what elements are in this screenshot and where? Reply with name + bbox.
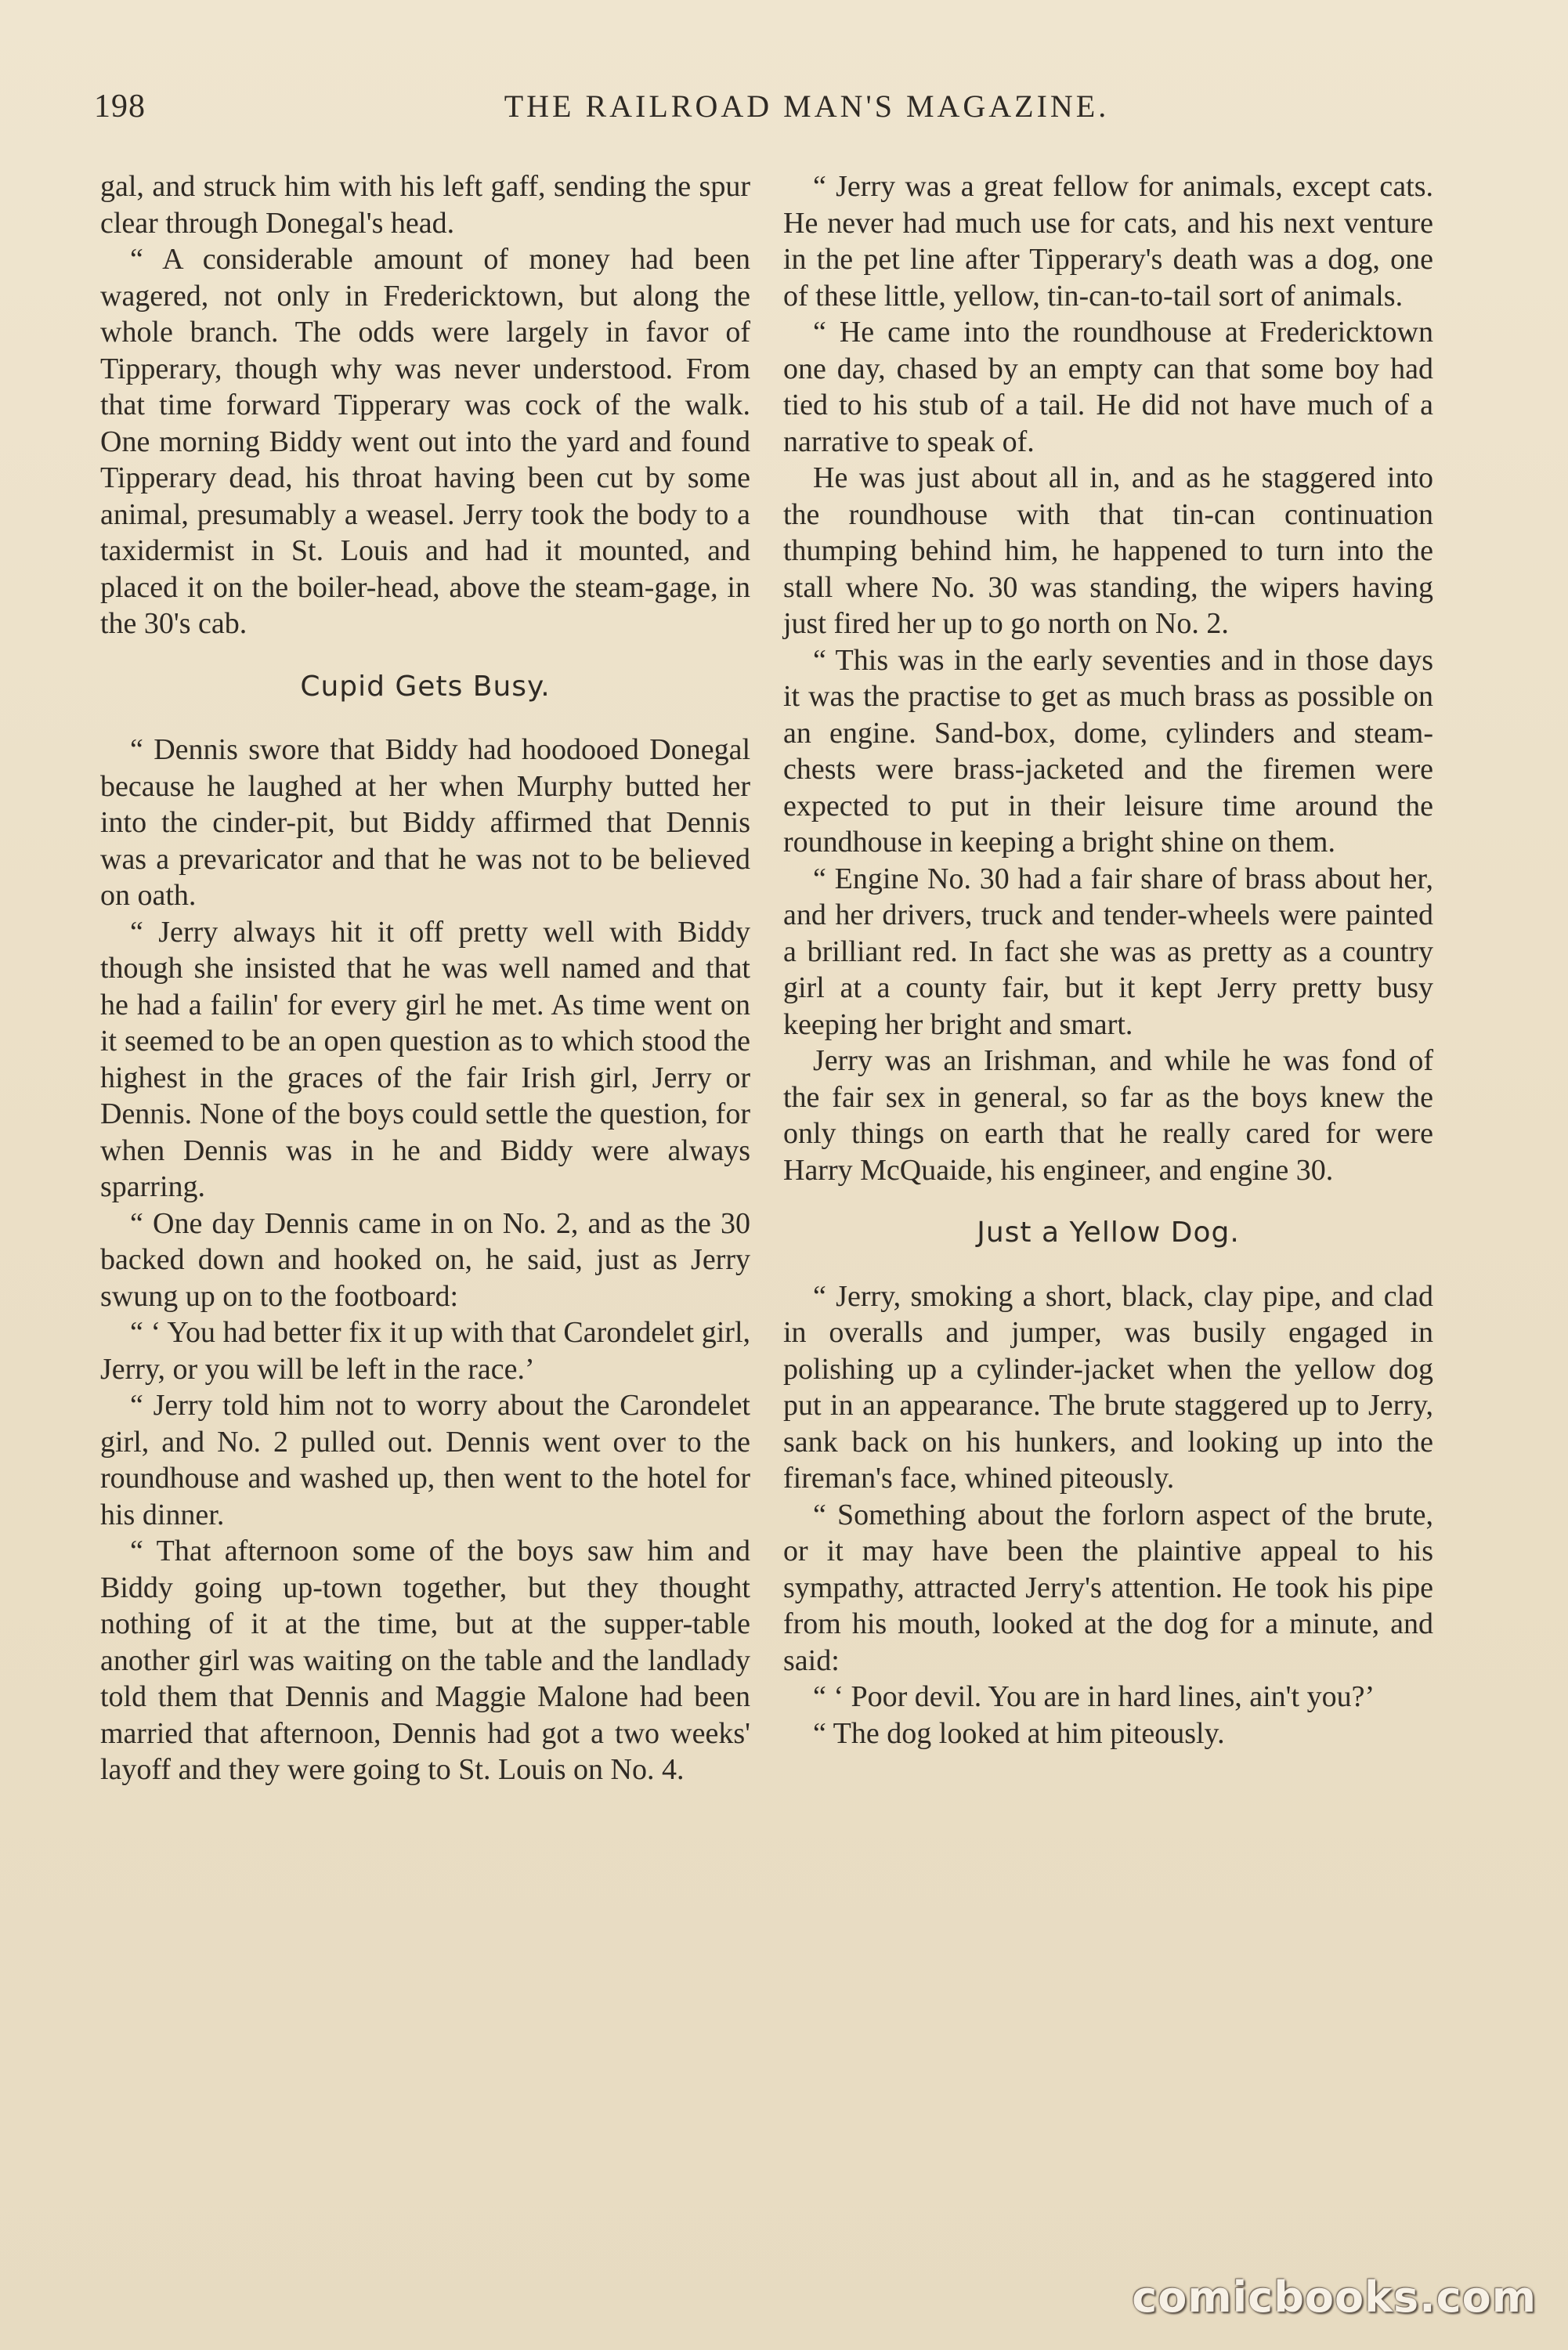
page-number: 198	[94, 89, 146, 125]
left-column	[100, 168, 750, 1788]
paragraph: “ Jerry told him not to worry about the Carondelet girl, and No. 2 pulled out. Dennis went over to the roundhouse and washed up, then went to the hotel for his dinner.	[100, 1389, 750, 1531]
paragraph: “ Something about the forlorn aspect of the brute, or it may have been the plaintive appeal to his sympathy, attracted Jerry's attention. He took his pipe from his mouth, looked at the dog for a minute, and said:	[783, 1498, 1433, 1677]
paragraph: “ A considerable amount of money had been wagered, not only in Fredericktown, but along the whole branch. The odds were largely in favor of Tipperary, though why was never understood. From that time forward Tipperary was cock of the walk. One morning Biddy went out into the yard and found Tipperary dead, his throat having been cut by some animal, presumably a weasel. Jerry took the body to a taxidermist in St. Louis and had it mounted, and placed it on the boiler-head, above the steam-gage, in the 30's cab.	[100, 243, 750, 640]
paragraph: gal, and struck him with his left gaff, sending the spur clear through Donegal's head.	[100, 170, 750, 240]
paragraph: “ One day Dennis came in on No. 2, and as the 30 backed down and hooked on, he said, just as Jerry swung up on to the footboard:	[100, 1206, 750, 1313]
paragraph: “ Jerry, smoking a short, black, clay pipe, and clad in overalls and jumper, was busily engaged in polishing up a cylinder-jacket when the yellow dog put in an appearance. The brute staggered up to Jerry, sank back on his hunkers, and looking up into the fireman's face, whined piteously.	[783, 1279, 1433, 1495]
paragraph: “ Engine No. 30 had a fair share of brass about her, and her drivers, truck and tender-wheels were painted a brilliant red. In fact she was as pretty as a country girl at a county fair, but it kept Jerry pretty busy keeping her bright and smart.	[783, 862, 1433, 1041]
paragraph: Jerry was an Irishman, and while he was fond of the fair sex in general, so far as the boys knew the only things on earth that he really cared for were Harry McQuaide, his engineer, and engine 30.	[783, 1044, 1433, 1187]
paragraph: “ Jerry always hit it off pretty well with Biddy though she insisted that he was well named and that he had a failin' for every girl he met. As time went on it seemed to be an open question as to which stood the highest in the graces of the fair Irish girl, Jerry or Dennis. None of the boys could settle the question, for when Dennis was in he and Biddy were always sparring.	[100, 915, 750, 1203]
paragraph: “ The dog looked at him piteously.	[813, 1716, 1225, 1750]
paragraph: “ Dennis swore that Biddy had hoodooed Donegal because he laughed at her when Murphy butted her into the cinder-pit, but Biddy affirmed that Dennis was a prevaricator and that he was not to be believed on oath.	[100, 733, 750, 912]
paragraph: “ Jerry was a great fellow for animals, except cats. He never had much use for cats, and his next venture in the pet line after Tipperary's death was a dog, one of these little, yellow, tin-can-to-tail sort of animals.	[783, 170, 1433, 313]
magazine-title: THE RAILROAD MAN'S MAGAZINE.	[504, 89, 1110, 124]
paragraph: “ This was in the early seventies and in those days it was the practise to get as much brass as possible on an engine. Sand-box, dome, cylinders and steam-chests were brass-jacketed and the firemen were expected to put in their leisure time around the roundhouse in keeping a bright shine on them.	[783, 643, 1433, 859]
watermark: comicbooks.com	[1132, 2272, 1537, 2322]
paragraph: He was just about all in, and as he staggered into the roundhouse with that tin-can continuation thumping behind him, he happened to turn into the stall where No. 30 was standing, the wipers having just fired her up to go north on No. 2.	[783, 461, 1433, 640]
right-column	[783, 168, 1433, 1752]
paragraph: “ That afternoon some of the boys saw him and Biddy going up-town together, but they thought nothing of it at the time, but at the supper-table another girl was waiting on the table and the landlady told them that Dennis and Maggie Malone had been married that afternoon, Dennis had got a two weeks' layoff and they were going to St. Louis on No. 4.	[100, 1535, 750, 1786]
section-heading: Cupid Gets Busy.	[300, 670, 551, 703]
section-heading: Just a Yellow Dog.	[977, 1217, 1240, 1249]
page-header	[94, 88, 1457, 135]
paragraph: “ ‘ Poor devil. You are in hard lines, ain't you?’	[813, 1680, 1375, 1713]
paragraph: “ ‘ You had better fix it up with that Carondelet girl, Jerry, or you will be left in the race.’	[100, 1316, 750, 1386]
paragraph: “ He came into the roundhouse at Fredericktown one day, chased by an empty can that some boy had tied to his stub of a tail. He did not have much of a narrative to speak of.	[783, 316, 1433, 458]
